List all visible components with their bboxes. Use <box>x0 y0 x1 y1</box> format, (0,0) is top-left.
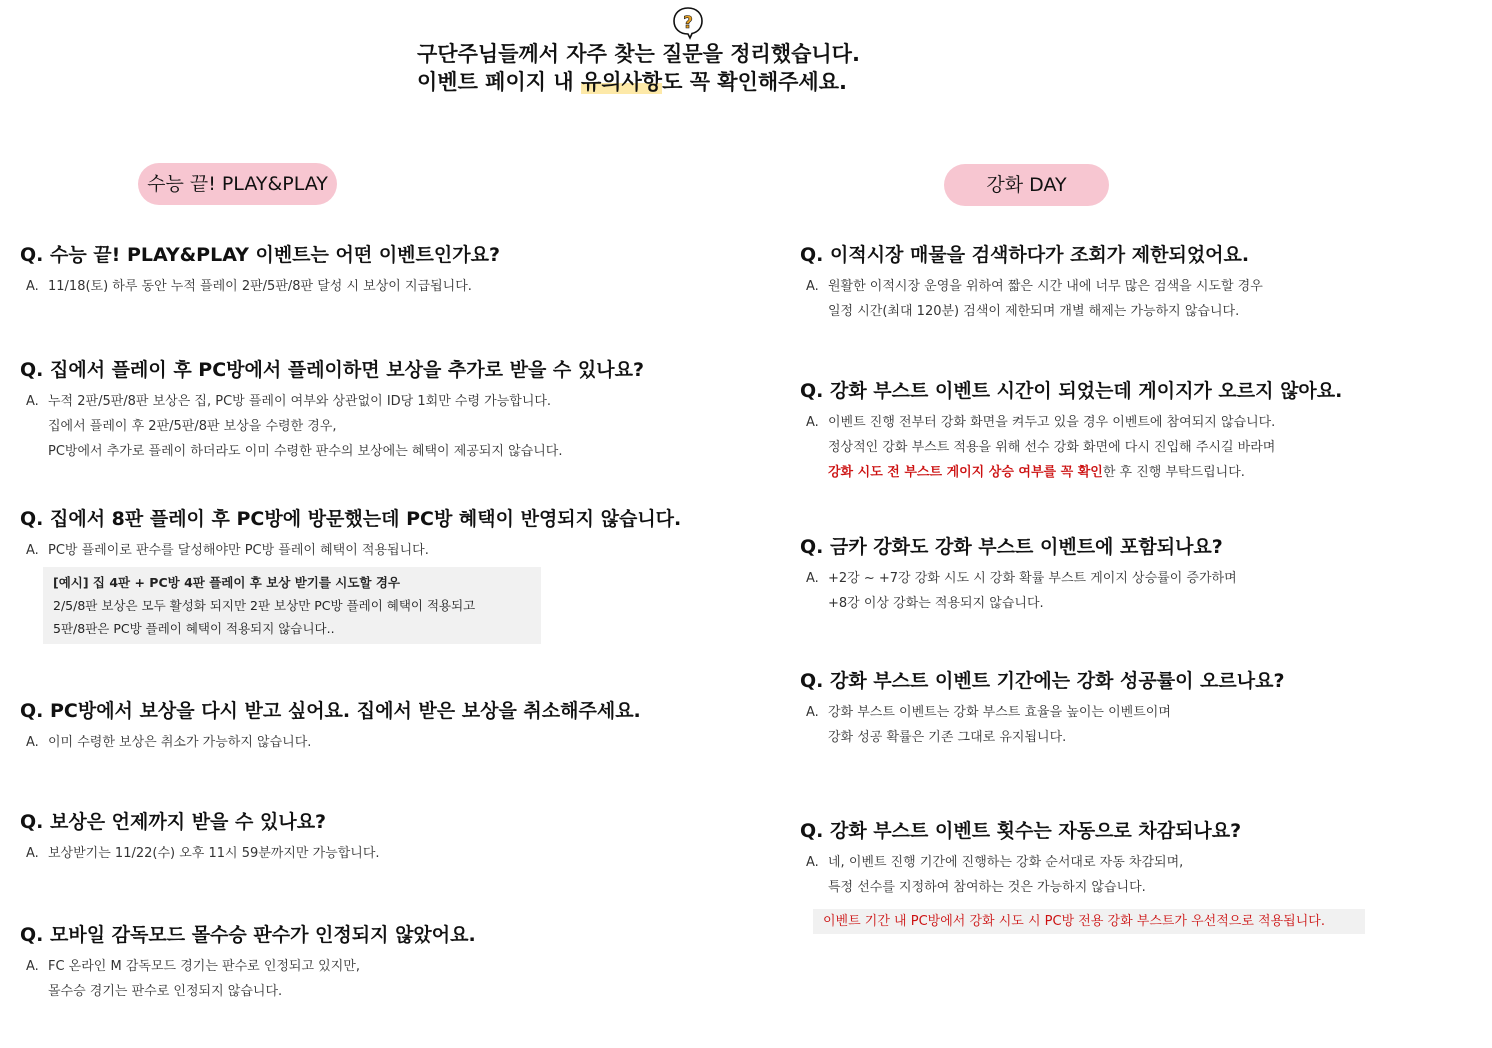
answer-line: +8강 이상 강화는 적용되지 않습니다. <box>828 596 1044 611</box>
answer-mark: A. <box>26 959 39 974</box>
answer-line: FC 온라인 M 감독모드 경기는 판수로 인정되고 있지만, <box>48 959 360 974</box>
answer-mark: A. <box>806 855 819 870</box>
faq-item <box>20 698 641 755</box>
answer-line: 강화 부스트 이벤트는 강화 부스트 효율을 높이는 이벤트이며 <box>828 705 1171 720</box>
section-title-playplay: 수능 끝! PLAY&PLAY <box>138 163 337 205</box>
faq-question: Q. 이적시장 매물을 검색하다가 조회가 제한되었어요. <box>800 244 1250 266</box>
answer-line: 일정 시간(최대 120분) 검색이 제한되며 개별 해제는 가능하지 않습니다. <box>828 304 1240 319</box>
intro-line-1: 구단주님들께서 자주 찾는 질문을 정리했습니다. <box>417 42 860 66</box>
answer-line <box>828 460 1275 485</box>
faq-question: Q. 금카 강화도 강화 부스트 이벤트에 포함되나요? <box>800 536 1223 558</box>
answer-mark: A. <box>806 705 819 720</box>
faq-answer <box>800 850 1241 900</box>
intro-line-2-suffix: 도 꼭 확인해주세요. <box>662 70 847 94</box>
faq-question: Q. 강화 부스트 이벤트 횟수는 자동으로 차감되나요? <box>800 820 1242 842</box>
answer-line: 정상적인 강화 부스트 적용을 위해 선수 강화 화면에 다시 진입해 주시길 바라며 <box>828 440 1276 455</box>
faq-question: Q. 집에서 플레이 후 PC방에서 플레이하면 보상을 추가로 받을 수 있나요? <box>20 359 644 381</box>
example-box <box>43 567 541 644</box>
faq-question: Q. 모바일 감독모드 몰수승 판수가 인정되지 않았어요. <box>20 924 476 946</box>
intro-line-2 <box>417 68 860 96</box>
example-line: [예시] 집 4판 + PC방 4판 플레이 후 보상 받기를 시도할 경우 <box>53 575 401 590</box>
intro-text <box>417 40 860 96</box>
answer-line: 강화 성공 확률은 기존 그대로 유지됩니다. <box>828 730 1067 745</box>
faq-item <box>800 534 1237 616</box>
faq-answer <box>800 274 1263 324</box>
faq-answer <box>20 389 644 464</box>
answer-mark: A. <box>26 846 39 861</box>
answer-line: 누적 2판/5판/8판 보상은 집, PC방 플레이 여부와 상관없이 ID당 1회만 수령 가능합니다. <box>48 394 552 409</box>
faq-answer <box>20 538 681 563</box>
faq-item <box>800 668 1284 750</box>
faq-question: Q. 집에서 8판 플레이 후 PC방에 방문했는데 PC방 혜택이 반영되지 않습니다. <box>20 508 682 530</box>
example-line: 5판/8판은 PC방 플레이 혜택이 적용되지 않습니다.. <box>53 621 335 636</box>
answer-mark: A. <box>26 279 39 294</box>
faq-item <box>20 506 681 644</box>
question-bubble-icon <box>672 6 704 40</box>
faq-answer <box>20 841 380 866</box>
faq-answer <box>20 274 500 299</box>
faq-item <box>800 818 1241 900</box>
answer-line: 이벤트 진행 전부터 강화 화면을 켜두고 있을 경우 이벤트에 참여되지 않습니다. <box>828 415 1276 430</box>
answer-line: 11/18(토) 하루 동안 누적 플레이 2판/5판/8판 달성 시 보상이 지급됩니다. <box>48 279 472 294</box>
section-title-gangwha-day: 강화 DAY <box>944 164 1109 206</box>
faq-answer <box>20 954 476 1004</box>
faq-answer <box>800 700 1284 750</box>
faq-answer <box>800 566 1237 616</box>
faq-item <box>20 809 380 866</box>
answer-mark: A. <box>26 735 39 750</box>
faq-question: Q. 수능 끝! PLAY&PLAY 이벤트는 어떤 이벤트인가요? <box>20 244 500 266</box>
answer-line: 이미 수령한 보상은 취소가 가능하지 않습니다. <box>48 735 312 750</box>
answer-line: +2강 ~ +7강 강화 시도 시 강화 확률 부스트 게이지 상승률이 증가하며 <box>828 571 1237 586</box>
answer-mark: A. <box>26 543 39 558</box>
answer-line-tail: 한 후 진행 부탁드립니다. <box>1102 465 1245 480</box>
answer-line: 특정 선수를 지정하여 참여하는 것은 가능하지 않습니다. <box>828 880 1146 895</box>
faq-item <box>800 378 1342 485</box>
faq-item <box>800 242 1263 324</box>
answer-line: 원활한 이적시장 운영을 위하여 짧은 시간 내에 너무 많은 검색을 시도할 경우 <box>828 279 1263 294</box>
answer-line: 보상받기는 11/22(수) 오후 11시 59분까지만 가능합니다. <box>48 846 380 861</box>
faq-item <box>20 922 476 1004</box>
intro-line-2-prefix: 이벤트 페이지 내 <box>417 70 581 94</box>
answer-mark: A. <box>806 279 819 294</box>
faq-question: Q. PC방에서 보상을 다시 받고 싶어요. 집에서 받은 보상을 취소해주세요. <box>20 700 641 722</box>
answer-line: 집에서 플레이 후 2판/5판/8판 보상을 수령한 경우, <box>48 419 337 434</box>
faq-question: Q. 보상은 언제까지 받을 수 있나요? <box>20 811 327 833</box>
example-line: 2/5/8판 보상은 모두 활성화 되지만 2판 보상만 PC방 플레이 혜택이 적용되고 <box>53 598 476 613</box>
faq-answer <box>20 730 641 755</box>
svg-text:?: ? <box>683 13 693 33</box>
pc-room-boost-note: 이벤트 기간 내 PC방에서 강화 시도 시 PC방 전용 강화 부스트가 우선적으로 적용됩니다. <box>813 909 1365 934</box>
faq-item <box>20 242 500 299</box>
answer-line: PC방에서 추가로 플레이 하더라도 이미 수령한 판수의 보상에는 혜택이 제공되지 않습니다. <box>48 444 563 459</box>
answer-emphasis: 강화 시도 전 부스트 게이지 상승 여부를 꼭 확인 <box>828 465 1103 480</box>
faq-question: Q. 강화 부스트 이벤트 기간에는 강화 성공률이 오르나요? <box>800 670 1285 692</box>
answer-line: 네, 이벤트 진행 기간에 진행하는 강화 순서대로 자동 차감되며, <box>828 855 1184 870</box>
faq-answer <box>800 410 1342 485</box>
intro-highlight: 유의사항 <box>580 70 663 94</box>
answer-mark: A. <box>806 415 819 430</box>
answer-mark: A. <box>806 571 819 586</box>
answer-line: PC방 플레이로 판수를 달성해야만 PC방 플레이 혜택이 적용됩니다. <box>48 543 429 558</box>
faq-question: Q. 강화 부스트 이벤트 시간이 되었는데 게이지가 오르지 않아요. <box>800 380 1343 402</box>
answer-line: 몰수승 경기는 판수로 인정되지 않습니다. <box>48 984 283 999</box>
faq-item <box>20 357 644 464</box>
answer-mark: A. <box>26 394 39 409</box>
